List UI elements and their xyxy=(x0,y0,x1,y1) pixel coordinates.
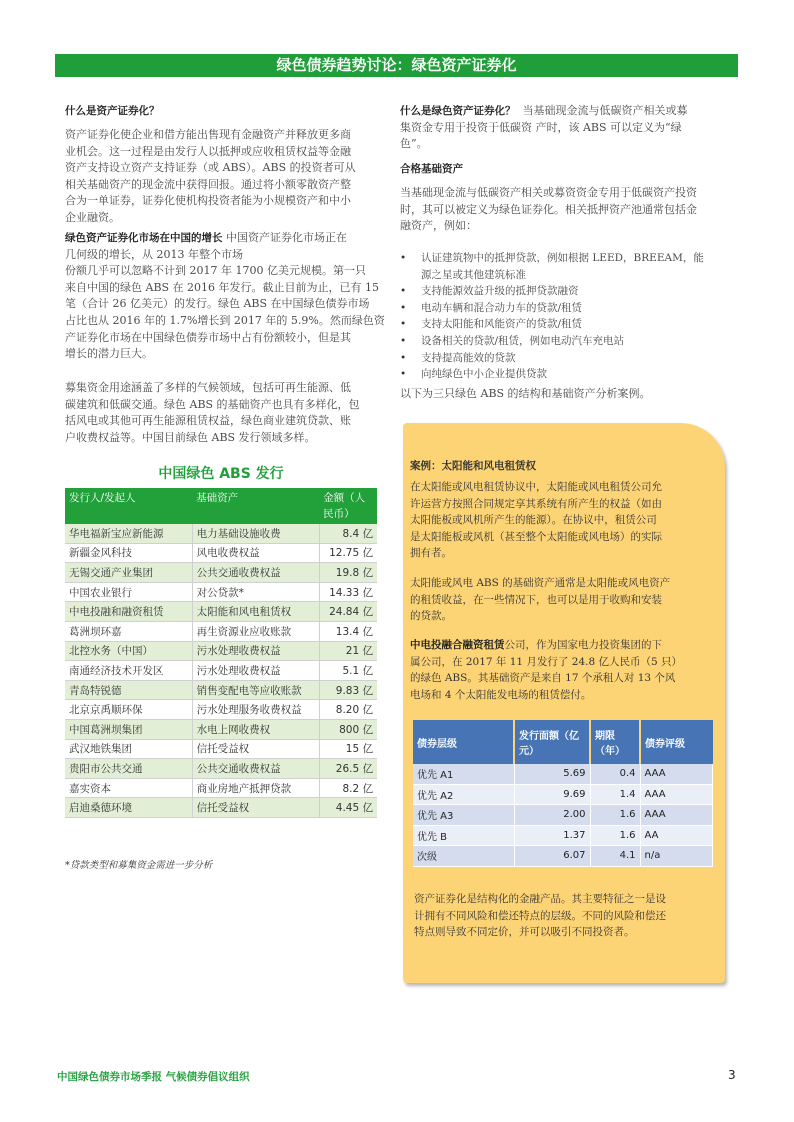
cell: 中国农业银行 xyxy=(65,582,192,602)
left-para-1 xyxy=(65,127,385,227)
text-line: 资产证券化是结构化的金融产品。其主要特征之一是设 xyxy=(414,893,666,905)
cell: 15 亿 xyxy=(319,739,377,759)
case-para-2 xyxy=(410,575,716,625)
cell: 12.75 亿 xyxy=(319,543,377,563)
cell: 5.69 xyxy=(514,764,590,784)
cell: 信托受益权 xyxy=(192,739,319,759)
cell: 800 亿 xyxy=(319,719,377,739)
table-row xyxy=(65,641,377,661)
right-para-2 xyxy=(400,185,722,235)
cell: 5.1 亿 xyxy=(319,661,377,681)
cell: 1.4 xyxy=(590,784,640,805)
cell: 电力基础设施收费 xyxy=(192,524,319,543)
cell: 14.33 亿 xyxy=(319,582,377,602)
cell: 嘉实资本 xyxy=(65,778,192,798)
cell: 污水处理服务收费权益 xyxy=(192,700,319,720)
cell: 太阳能和风电租赁权 xyxy=(192,602,319,622)
cell: 销售变配电等应收账款 xyxy=(192,680,319,700)
cell: 启迪桑德环境 xyxy=(65,798,192,818)
table-row xyxy=(65,563,377,583)
right-para-1 xyxy=(400,103,722,153)
cell: 葛洲坝环嘉 xyxy=(65,621,192,641)
text-line: 计拥有不同风险和偿还特点的层级。不同的风险和偿还 xyxy=(414,909,666,922)
cell: 0.4 xyxy=(590,764,640,784)
cell: 新疆金风科技 xyxy=(65,543,192,563)
text-line: 属公司，在 2017 年 11 月发行了 24.8 亿人民币（5 只） xyxy=(410,655,683,668)
cell: AA xyxy=(640,825,713,846)
table-row xyxy=(413,805,713,826)
table-row xyxy=(65,759,377,779)
table-row xyxy=(65,719,377,739)
text-span: 源之星或其他建筑标准 xyxy=(421,268,526,281)
page-number: 3 xyxy=(728,1068,736,1082)
case-para-4 xyxy=(414,891,720,941)
table-row xyxy=(65,739,377,759)
page-title-banner: 绿色债券趋势讨论：绿色资产证券化 xyxy=(55,54,738,77)
table-row xyxy=(65,524,377,543)
cell: 26.5 亿 xyxy=(319,759,377,779)
cell: 水电上网收费权 xyxy=(192,719,319,739)
table-row xyxy=(413,846,713,867)
left-heading-growth: 绿色资产证券化市场在中国的增长 xyxy=(65,232,223,244)
text-line: 色”。 xyxy=(400,137,428,151)
text-line: 时，其可以被定义为绿色证券化。相关抵押资产池通常包括金 xyxy=(400,202,697,216)
cell: 公共交通收费权益 xyxy=(192,759,319,779)
text-span: 认证建筑物中的抵押贷款，例如根据 LEED，BREEAM，能 xyxy=(421,252,704,264)
cell: 武汉地铁集团 xyxy=(65,739,192,759)
text-line: 的贷款。 xyxy=(410,610,452,622)
cell: 对公贷款* xyxy=(192,582,319,602)
cell: 商业房地产抵押贷款 xyxy=(192,778,319,798)
cell: 8.20 亿 xyxy=(319,700,377,720)
cell: 公共交通收费权益 xyxy=(192,563,319,583)
cell: 8.4 亿 xyxy=(319,524,377,543)
col-header-asset: 基础资产 xyxy=(192,488,319,524)
table-row xyxy=(413,764,713,784)
company-name-bold: 中电投融合融资租赁 xyxy=(410,639,505,651)
col-header-face-value: 发行面额（亿元） xyxy=(514,720,590,764)
text-line: 笔（合计 26 亿美元）的发行。绿色 ABS 在中国绿色债券市场 xyxy=(65,297,370,311)
cell: 次级 xyxy=(413,846,514,867)
text-line: 拥有者。 xyxy=(410,547,452,559)
table-row xyxy=(65,661,377,681)
abs-issuance-table xyxy=(65,488,377,818)
text-line: 当基础现金流与低碳资产相关或募资资金专用于低碳资产投资 xyxy=(400,186,697,199)
col-header-amount: 金额（人民币） xyxy=(319,488,377,524)
text-line: 来自中国的绿色 ABS 在 2016 年发行。截止目前为止，已有 15 xyxy=(65,280,380,294)
right-heading-eligible-assets: 合格基础资产 xyxy=(400,163,463,175)
cell: 贵阳市公共交通 xyxy=(65,759,192,779)
table-row xyxy=(65,543,377,563)
table-row xyxy=(65,621,377,641)
abs-table-title: 中国绿色 ABS 发行 xyxy=(158,466,284,482)
case-study-title: 案例：太阳能和风电租赁权 xyxy=(410,460,536,472)
text-span: 中国资产证券化市场正在 xyxy=(226,231,347,244)
cell: 中电投融和融资租赁 xyxy=(65,602,192,622)
cell: AAA xyxy=(640,764,713,784)
table-row xyxy=(65,700,377,720)
text-line: 增长的潜力巨大。 xyxy=(65,347,153,361)
cell: 北京京禹顺环保 xyxy=(65,700,192,720)
text-span: 公司，作为国家电力投资集团的下 xyxy=(504,639,662,651)
text-line: 是太阳能板或风机（甚至整个太阳能或风电场）的实际 xyxy=(410,530,662,543)
cell: 华电福新宝应新能源 xyxy=(65,524,192,543)
cell: 19.8 亿 xyxy=(319,563,377,583)
text-line: 资产证券化使企业和借方能出售现有金融资产并释放更多商 xyxy=(65,128,351,141)
text-line: 相关基础资产的现金流中获得回报。通过将小额零散资产整 xyxy=(65,177,351,191)
text-line: 电场和 4 个太阳能发电场的租赁偿付。 xyxy=(410,688,592,701)
col-header-issuer: 发行人/发起人 xyxy=(65,488,192,524)
abs-table-note: *贷款类型和募集资金需进一步分析 xyxy=(65,860,213,871)
cell: 污水处理收费权益 xyxy=(192,641,319,661)
table-row xyxy=(65,680,377,700)
cell: 优先 A3 xyxy=(413,805,514,826)
right-para-after-list: 以下为三只绿色 ABS 的结构和基础资产分析案例。 xyxy=(400,387,651,400)
cell: 21 亿 xyxy=(319,641,377,661)
footer-text: 中国绿色债券市场季报 气候债券倡议组织 xyxy=(57,1071,250,1083)
cell: 4.45 亿 xyxy=(319,798,377,818)
text-line: 的租赁收益，在一些情况下，也可以是用于收购和安装 xyxy=(410,593,662,606)
table-row xyxy=(65,582,377,602)
text-line: 在太阳能或风电租赁协议中，太阳能或风电租赁公司允 xyxy=(410,481,662,493)
cell: 4.1 xyxy=(590,846,640,867)
tranche-table xyxy=(413,720,713,867)
cell: 1.37 xyxy=(514,825,590,846)
text-line: 合为一单证券，证券化使机构投资者能为小规模资产和中小 xyxy=(65,194,351,208)
text-line: 融资产，例如： xyxy=(400,219,477,233)
text-line: 集资金专用于投资于低碳资 产时，该 ABS 可以定义为“绿 xyxy=(400,120,682,134)
cell: 9.83 亿 xyxy=(319,680,377,700)
text-line: 户收费权益等。中国目前绿色 ABS 发行领域多样。 xyxy=(65,430,316,444)
right-heading-green-securitization: 什么是绿色资产证券化？ xyxy=(400,105,516,117)
cell: 优先 A1 xyxy=(413,764,514,784)
table-row xyxy=(65,778,377,798)
text-line: 括风电或其他可再生能源租赁权益，绿色商业建筑贷款、账 xyxy=(65,414,351,428)
text-line: 募集资金用途涵盖了多样的气候领域，包括可再生能源、低 xyxy=(65,381,351,394)
left-para-2 xyxy=(65,230,385,363)
text-line: 太阳能或风电 ABS 的基础资产通常是太阳能或风电资产 xyxy=(410,577,671,589)
text-line: 企业融资。 xyxy=(65,210,120,224)
cell: 13.4 亿 xyxy=(319,621,377,641)
case-para-1 xyxy=(410,479,716,562)
cell: 中国葛洲坝集团 xyxy=(65,719,192,739)
table-row xyxy=(413,825,713,846)
list-item: • 支持提高能效的贷款 xyxy=(400,350,725,367)
col-header-term: 期限（年） xyxy=(590,720,640,764)
cell: 青岛特锐德 xyxy=(65,680,192,700)
cell: 信托受益权 xyxy=(192,798,319,818)
cell: 优先 B xyxy=(413,825,514,846)
cell: 1.6 xyxy=(590,805,640,826)
col-header-tranche: 债券层级 xyxy=(413,720,514,764)
text-line: 的绿色 ABS。其基础资产是来自 17 个承租人对 13 个风 xyxy=(410,672,676,684)
cell: n/a xyxy=(640,846,713,867)
cell: 1.6 xyxy=(590,825,640,846)
case-para-3 xyxy=(410,637,716,703)
text-line: 太阳能板或风机所产生的能源）。在协议中，租赁公司 xyxy=(410,514,657,526)
cell: AAA xyxy=(640,784,713,805)
text-line: 业机会。这一过程是由发行人以抵押或应收租赁权益等金融 xyxy=(65,144,351,158)
text-line: 产证券化市场在中国绿色债券市场中占有份额较小，但是其 xyxy=(65,330,351,344)
list-item: • 设备相关的贷款/租赁，例如电动汽车充电站 xyxy=(400,333,725,350)
cell: 6.07 xyxy=(514,846,590,867)
list-item xyxy=(400,250,725,283)
cell: 24.84 亿 xyxy=(319,602,377,622)
cell: 2.00 xyxy=(514,805,590,826)
cell: 优先 A2 xyxy=(413,784,514,805)
cell: 北控水务（中国） xyxy=(65,641,192,661)
text-line: 许运营方按照合同规定享其系统有所产生的权益（如由 xyxy=(410,497,662,510)
list-item: • 支持能源效益升级的抵押贷款融资 xyxy=(400,283,725,300)
text-line: 资产支持设立资产支持证券（或 ABS）。ABS 的投资者可从 xyxy=(65,161,356,175)
cell: 9.69 xyxy=(514,784,590,805)
col-header-rating: 债券评级 xyxy=(640,720,713,764)
text-line: 几何级的增长，从 2013 年整个市场 xyxy=(65,247,243,261)
eligible-assets-list xyxy=(400,250,725,383)
list-item: • 电动车辆和混合动力车的贷款/租赁 xyxy=(400,300,725,317)
table-row xyxy=(65,798,377,818)
cell: 南通经济技术开发区 xyxy=(65,661,192,681)
cell: 无锡交通产业集团 xyxy=(65,563,192,583)
text-line: 占比也从 2016 年的 1.7%增长到 2017 年的 5.9%。然而绿色资 xyxy=(65,313,385,327)
list-item: • 向纯绿色中小企业提供贷款 xyxy=(400,366,725,383)
left-para-3 xyxy=(65,380,385,446)
cell: AAA xyxy=(640,805,713,826)
text-line: 特点则导致不同定价，并可以吸引不同投资者。 xyxy=(414,926,635,938)
left-heading-what-is-securitization: 什么是资产证券化？ xyxy=(65,105,160,117)
table-row xyxy=(65,602,377,622)
list-item: • 支持太阳能和风能资产的贷款/租赁 xyxy=(400,316,725,333)
cell: 8.2 亿 xyxy=(319,778,377,798)
cell: 再生资源业应收账款 xyxy=(192,621,319,641)
cell: 风电收费权益 xyxy=(192,543,319,563)
table-row xyxy=(413,784,713,805)
text-span: 当基础现金流与低碳资产相关或募 xyxy=(522,104,688,117)
text-line: 份额几乎可以忽略不计到 2017 年 1700 亿美元规模。第一只 xyxy=(65,264,366,278)
cell: 污水处理收费权益 xyxy=(192,661,319,681)
text-line: 碳建筑和低碳交通。绿色 ABS 的基础资产也具有多样化，包 xyxy=(65,397,360,411)
